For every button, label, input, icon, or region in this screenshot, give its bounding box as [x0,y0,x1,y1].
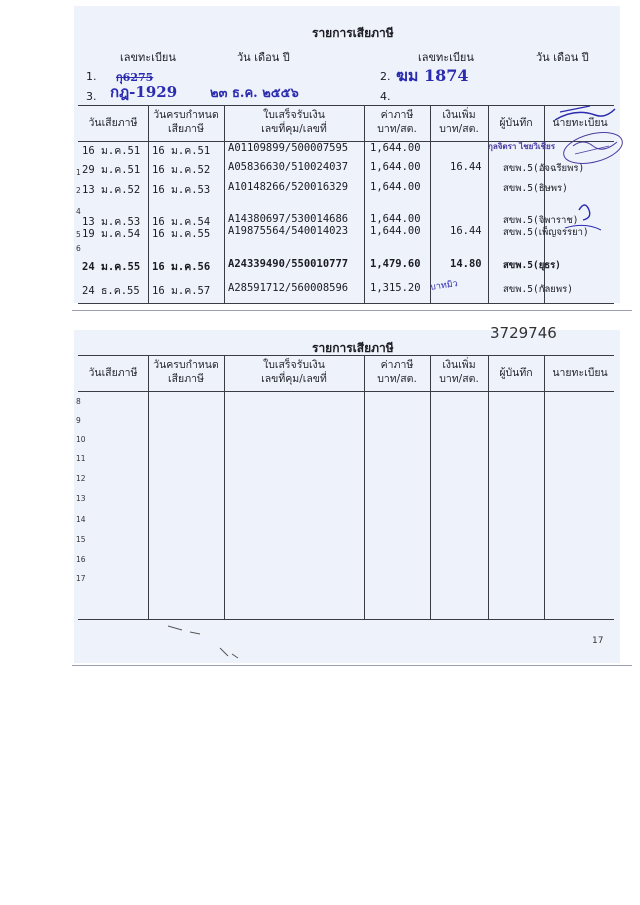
header-left-reg-label: เลขทะเบียน [120,51,176,64]
row3-recorder: สขพ.5(จิพาราช) [503,215,579,226]
col-header-tax: ค่าภาษี บาท/สต. [377,109,417,135]
table2-col-divider [224,355,225,619]
table2-col-divider [488,355,489,619]
registration-1-reg: กุ6275 [116,71,154,84]
table1-top-rule [78,105,614,106]
row1-surcharge: 16.44 [450,161,482,173]
table1-col-divider [364,105,365,303]
header-left-date-label: วัน เดือน ปี [237,51,290,64]
row5-tax: 1,479.60 [370,258,421,270]
table1-col-divider [430,105,431,303]
row4-surcharge: 16.44 [450,225,482,237]
col-header-recorder: ผู้บันทึก [499,117,533,129]
row0-tax: 1,644.00 [370,142,421,154]
row1-paid: 29 ม.ค.51 [82,164,141,176]
row4-receipt: A19875564/540014023 [228,225,349,237]
row2-paid: 13 ม.ค.52 [82,184,141,196]
col-header-paid-date: วันเสียภาษี [88,117,138,129]
t2-col-header-due-date: วันครบกำหนด เสียภาษี [153,359,219,385]
table1-col-divider [488,105,489,303]
table2-top-rule [78,355,614,356]
row2-number: 2 [76,186,81,195]
row4-number: 5 [76,230,81,239]
row6-tax: 1,315.20 [370,282,421,294]
row4-tax: 1,644.00 [370,225,421,237]
row1-due: 16 ม.ค.52 [152,164,211,176]
t2-col-header-recorder: ผู้บันทึก [499,367,533,379]
table2-col-divider [148,355,149,619]
t2-col-header-receipt: ใบเสร็จรับเงิน เลขที่คุม/เลขที่ [261,359,327,385]
sheet-divider [72,310,632,311]
row6-recorder: สขพ.5(กัลยพร) [503,284,573,295]
row1-number: 1 [76,168,81,177]
registration-1-no: 1. [86,70,97,83]
col-header-surcharge: เงินเพิ่ม บาท/สต. [439,109,479,135]
registrar-signatures [545,100,630,300]
col-header-registrar: นายทะเบียน [552,117,608,129]
registration-2-reg: ฆม 1874 [396,66,469,85]
t2-row-number: 13 [76,494,86,503]
t2-row-number: 8 [76,397,81,406]
table1-col-divider [224,105,225,303]
sheet2-code: 3729746 [490,324,557,342]
col-header-receipt: ใบเสร็จรับเงิน เลขที่คุม/เลขที่ [261,109,327,135]
row6-due: 16 ม.ค.57 [152,285,211,297]
row3-number: 4 [76,207,81,216]
table1-bottom-rule [78,303,614,304]
row5-receipt: A24339490/550010777 [228,258,349,270]
row2-recorder: สขพ.5(ธิษพร) [503,183,568,194]
row4-paid: 19 ม.ค.54 [82,228,141,240]
row1-tax: 1,644.00 [370,161,421,173]
table2-col-divider [544,355,545,619]
t2-row-number: 16 [76,555,86,564]
t2-row-number: 9 [76,416,81,425]
row5-surcharge: 14.80 [450,258,482,270]
t2-row-number: 17 [76,574,86,583]
table2-col-divider [430,355,431,619]
table2-bottom-rule [78,619,614,620]
col-header-due-date: วันครบกำหนด เสียภาษี [153,109,219,135]
row2-tax: 1,644.00 [370,181,421,193]
t2-row-number: 11 [76,454,86,463]
handwritten-note: บาทมิว [429,279,459,293]
row5-due: 16 ม.ค.56 [152,261,211,273]
row6-receipt: A28591712/560008596 [228,282,349,294]
table2-header-rule [78,391,614,392]
row3-receipt: A14380697/530014686 [228,213,349,225]
row1-recorder: สขพ.5(อัจฉรียพร) [503,163,585,174]
row1-receipt: A05836630/510024037 [228,161,349,173]
header-right-date-label: วัน เดือน ปี [536,51,589,64]
t2-col-header-surcharge: เงินเพิ่ม บาท/สต. [439,359,479,385]
sheet-bottom-edge [72,665,632,666]
t2-row-number: 12 [76,474,86,483]
row5-paid: 24 ม.ค.55 [82,261,141,273]
t2-row-number: 15 [76,535,86,544]
row4-recorder: สขพ.5(เพ็ญจรรยา) [503,227,589,238]
t2-row-number: 14 [76,515,86,524]
row3-due: 16 ม.ค.54 [152,216,211,228]
registration-3-no: 3. [86,90,97,103]
registration-3-reg: กฎ-1929 [110,83,178,101]
row0-paid: 16 ม.ค.51 [82,145,141,157]
officer-stamp: กุลจิตรา ไชยวิเชียร [488,142,555,151]
t2-col-header-registrar: นายทะเบียน [552,367,608,379]
t2-row-number: 10 [76,435,86,444]
registration-4-no: 4. [380,90,391,103]
sheet1-title: รายการเสียภาษี [312,26,394,40]
table1-col-divider [148,105,149,303]
row0-due: 16 ม.ค.51 [152,145,211,157]
row2-due: 16 ม.ค.53 [152,184,211,196]
t2-col-header-paid-date: วันเสียภาษี [88,367,138,379]
row0-receipt: A01109899/500007595 [228,142,349,154]
row2-receipt: A10148266/520016329 [228,181,349,193]
registration-2-no: 2. [380,70,391,83]
row4-due: 16 ม.ค.55 [152,228,211,240]
row6-paid: 24 ธ.ค.55 [82,285,140,297]
registration-3-date: ๒๓ ธ.ค. ๒๕๕๖ [210,86,299,101]
page-number-bottom: 17 [592,636,604,646]
table2-col-divider [364,355,365,619]
t2-col-header-tax: ค่าภาษี บาท/สต. [377,359,417,385]
sheet2-title: รายการเสียภาษี [312,341,394,355]
row3-tax: 1,644.00 [370,213,421,225]
row5-number: 6 [76,244,81,253]
header-right-reg-label: เลขทะเบียน [418,51,474,64]
row3-paid: 13 ม.ค.53 [82,216,141,228]
scan-smudge [160,620,260,665]
row5-recorder: สขพ.5(ยุธร) [503,260,561,271]
